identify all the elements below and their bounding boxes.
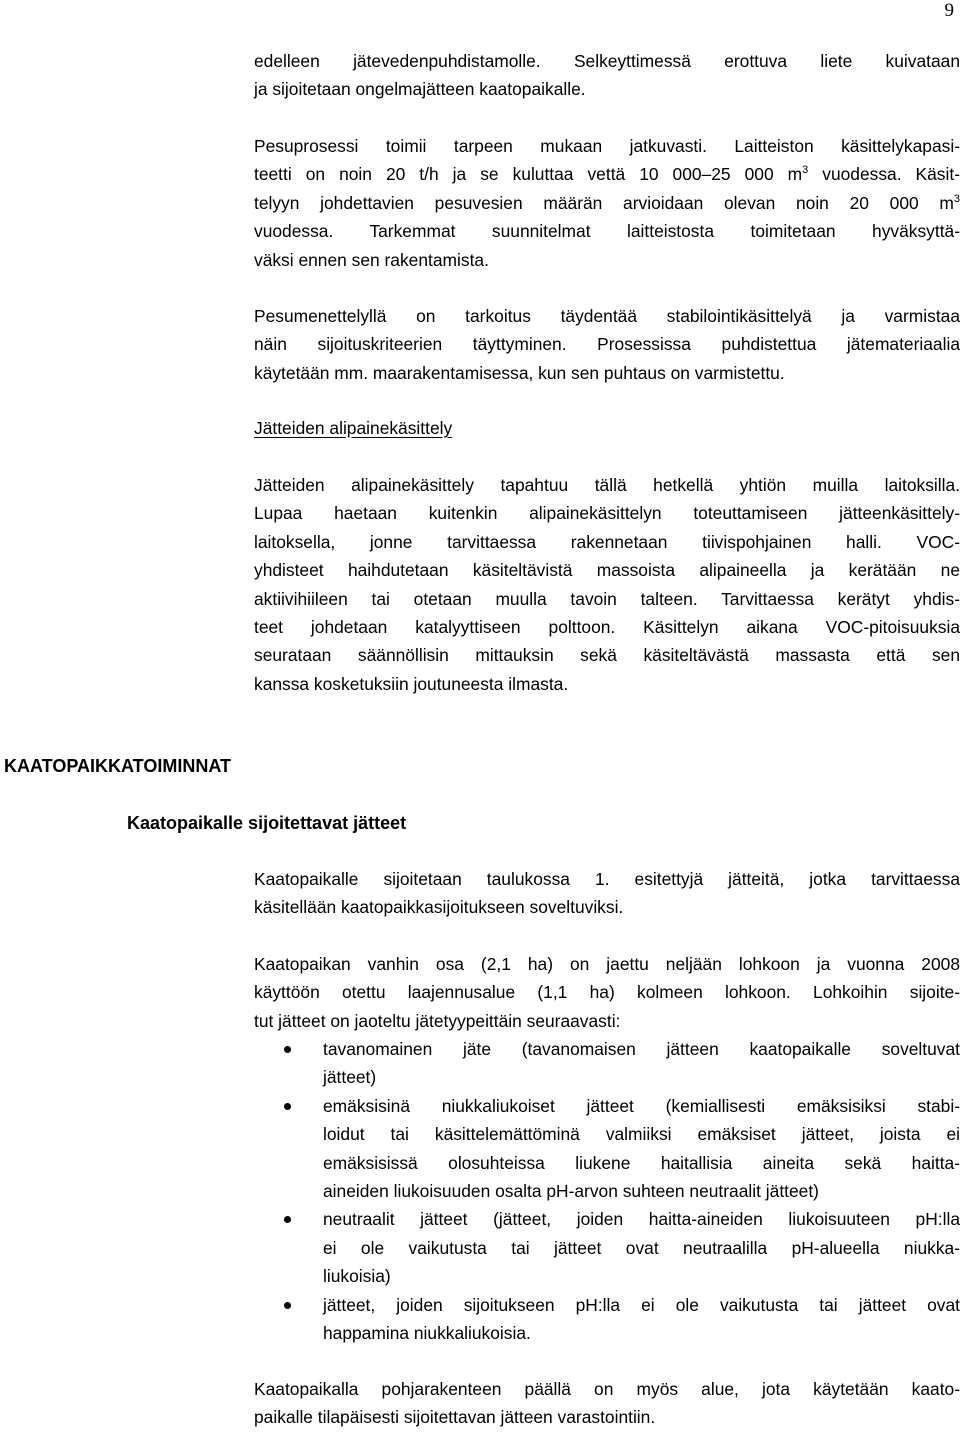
text-line: ja sijoitetaan ongelmajätteen kaatopaikalle. bbox=[254, 79, 586, 100]
paragraph-sludge-disposal bbox=[254, 47, 960, 104]
text-line: laitoksella, jonne tarvittaessa rakennetaan tiivispohjainen halli. VOC- bbox=[254, 531, 960, 552]
text-line: Lupaa haetaan kuitenkin alipainekäsittelyn toteuttamiseen jätteenkäsittely- bbox=[254, 503, 960, 524]
paragraph-temporary-storage bbox=[254, 1375, 960, 1432]
text-line: jätteet) bbox=[323, 1067, 377, 1088]
list-item bbox=[254, 1205, 960, 1290]
text-line: käytetään mm. maarakentamisessa, kun sen puhtaus on varmistettu. bbox=[254, 362, 785, 383]
section-subheading-vacuum-treatment: Jätteiden alipainekäsittely bbox=[254, 418, 453, 438]
text-line: emäksisissä olosuhteissa liukene haitallisia aineita sekä haitta- bbox=[323, 1152, 960, 1173]
text-line: vuodessa. Tarkemmat suunnitelmat laitteistosta toimitetaan hyväksyttä- bbox=[254, 221, 960, 242]
page-number: 9 bbox=[944, 0, 954, 21]
list-item bbox=[254, 1035, 960, 1092]
bullet-icon bbox=[284, 1103, 291, 1110]
text-line: aineiden liukoisuuden osalta pH-arvon suhteen neutraalit jätteet) bbox=[323, 1181, 819, 1202]
paragraph-landfill-sections bbox=[254, 950, 960, 1035]
text-line: Kaatopaikalla pohjarakenteen päällä on myös alue, jota käytetään kaato- bbox=[254, 1379, 960, 1399]
section-subheading-landfill-waste: Kaatopaikalle sijoitettavat jätteet bbox=[127, 813, 407, 833]
text-line bbox=[254, 189, 960, 217]
paragraph-washing-purpose bbox=[254, 302, 960, 387]
text-line: yhdisteet haihdutetaan käsiteltävistä massoista alipaineella ja kerätään ne bbox=[254, 560, 960, 581]
superscript: 3 bbox=[802, 164, 809, 177]
text-line: aktiivihiileen tai otetaan muulla tavoin talteen. Tarvittaessa kerätyt yhdis- bbox=[254, 588, 960, 609]
text-line: Pesumenettelyllä on tarkoitus täydentää stabilointikäsittelyä ja varmistaa bbox=[254, 306, 960, 326]
text-segment: teetti on noin 20 t/h ja se kuluttaa vettä 10 000–25 000 m bbox=[254, 164, 803, 185]
text-segment: vuodessa. Käsit- bbox=[808, 164, 960, 185]
text-segment: telyyn johdettavien pesuvesien määrän arvioidaan olevan noin 20 000 m bbox=[254, 192, 954, 213]
text-line: edelleen jätevedenpuhdistamolle. Selkeyttimessä erottuva liete kuivataan bbox=[254, 51, 960, 71]
text-line: tut jätteet on jaoteltu jätetyypeittäin seuraavasti: bbox=[254, 1010, 621, 1031]
text-line: paikalle tilapäisesti sijoitettavan jätteen varastointiin. bbox=[254, 1407, 656, 1428]
text-line: teet johdetaan katalyyttiseen polttoon. Käsittelyn aikana VOC-pitoisuuksia bbox=[254, 617, 960, 638]
superscript: 3 bbox=[953, 192, 960, 205]
text-line bbox=[254, 160, 960, 188]
text-line: neutraalit jätteet (jätteet, joiden haitta-aineiden liukoisuuteen pH:lla bbox=[323, 1209, 960, 1230]
text-line: Pesuprosessi toimii tarpeen mukaan jatkuvasti. Laitteiston käsittelykapasi- bbox=[254, 136, 960, 156]
text-line: happamina niukkaliukoisia. bbox=[323, 1323, 531, 1344]
list-item bbox=[254, 1092, 960, 1206]
text-line: seurataan säännöllisin mittauksin sekä käsiteltävästä massasta että sen bbox=[254, 645, 960, 666]
text-line: jätteet, joiden sijoitukseen pH:lla ei ole vaikutusta tai jätteet ovat bbox=[323, 1294, 960, 1315]
text-line: kanssa kosketuksiin joutuneesta ilmasta. bbox=[254, 673, 569, 694]
paragraph-vacuum-treatment bbox=[254, 471, 960, 698]
bullet-icon bbox=[284, 1216, 291, 1223]
text-line: väksi ennen sen rakentamista. bbox=[254, 249, 489, 270]
text-line: Kaatopaikalle sijoitetaan taulukossa 1. esitettyjä jätteitä, jotka tarvittaessa bbox=[254, 869, 960, 889]
text-line: loidut tai käsittelemättöminä valmiiksi emäksiset jätteet, joista ei bbox=[323, 1124, 960, 1145]
text-line: liukoisia) bbox=[323, 1266, 391, 1287]
list-item bbox=[254, 1291, 960, 1348]
text-line: käyttöön otettu laajennusalue (1,1 ha) kolmeen lohkoon. Lohkoihin sijoite- bbox=[254, 982, 960, 1003]
section-heading-landfill-operations: KAATOPAIKKATOIMINNAT bbox=[4, 756, 231, 776]
waste-type-list bbox=[254, 1035, 960, 1347]
bullet-icon bbox=[284, 1046, 291, 1053]
bullet-icon bbox=[284, 1302, 291, 1309]
paragraph-washing-process bbox=[254, 132, 960, 274]
text-line: Kaatopaikan vanhin osa (2,1 ha) on jaettu neljään lohkoon ja vuonna 2008 bbox=[254, 954, 960, 974]
text-line: näin sijoituskriteerien täyttyminen. Prosessissa puhdistettua jätemateriaalia bbox=[254, 334, 960, 355]
text-line: emäksisinä niukkaliukoiset jätteet (kemiallisesti emäksisiksi stabi- bbox=[323, 1095, 960, 1116]
text-line: tavanomainen jäte (tavanomaisen jätteen kaatopaikalle soveltuvat bbox=[323, 1039, 960, 1059]
paragraph-landfill-waste-types bbox=[254, 865, 960, 922]
text-line: Jätteiden alipainekäsittely tapahtuu tällä hetkellä yhtiön muilla laitoksilla. bbox=[254, 475, 960, 495]
text-line: ei ole vaikutusta tai jätteet ovat neutraalilla pH-alueella niukka- bbox=[323, 1237, 960, 1258]
text-line: käsitellään kaatopaikkasijoitukseen soveltuviksi. bbox=[254, 897, 624, 918]
